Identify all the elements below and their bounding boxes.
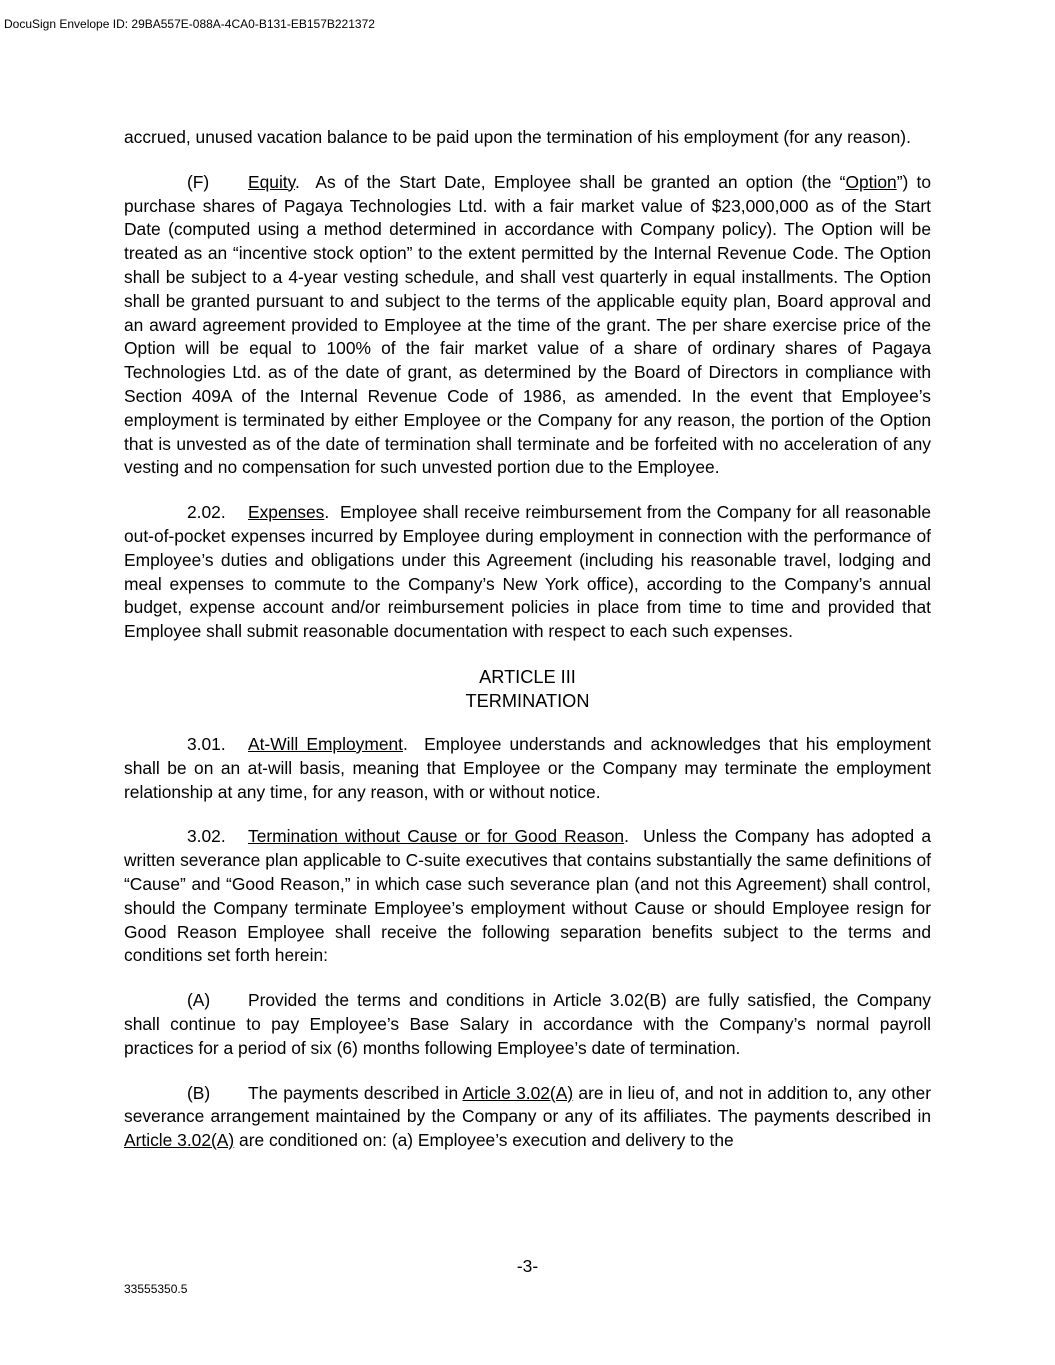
section-at-will: 3.01. At-Will Employment. Employee understands and acknowledges that his employment shall be on an at-will basis, meaning that Employee or the Company may terminate the employment relationship at any time, for any reason, with or without notice. <box>124 733 931 802</box>
equity-text: ”) to purchase shares of Pagaya Technologies Ltd. with a fair market value of $23,000,000 as of the Start Date (computed using a method determined in accordance with Company policy). The Option will be treated as an “incentive stock option” to the extent permitted by the Internal Revenue Code. The Option shall be subject to a 4-year vesting schedule, and shall vest quarterly in equal installments. The Option shall be granted pursuant to and subject to the terms of the applicable equity plan, Board approval and an award agreement provided to Employee at the time of the grant. The per share exercise price of the Option will be equal to 100% of the fair market value of a share of ordinary shares of Pagaya Technologies Ltd. as of the date of grant, as determined by the Board of Directors in compliance with Section 409A of the Internal Revenue Code of 1986, as amended. In the event that Employee’s employment is terminated by either Employee or the Company for any reason, the portion of the Option that is unvested as of the date of termination shall terminate and be forfeited with no acceleration of any vesting and no compensation for such unvested portion due to the Employee. <box>124 171 932 478</box>
article-reference-link: Article 3.02(A) <box>462 1082 574 1103</box>
section-number-2-02: 2.02. <box>187 502 226 523</box>
document-id: 33555350.5 <box>124 1282 188 1296</box>
section-title-termination: Termination without Cause or for Good Reason <box>248 826 625 847</box>
clause-label-a: (A) <box>187 990 211 1011</box>
article-title: TERMINATION <box>465 690 590 711</box>
section-number-3-01: 3.01. <box>187 733 226 754</box>
article-reference-link: Article 3.02(A) <box>124 1130 235 1151</box>
section-equity: (F) Equity. As of the Start Date, Employee shall be granted an option (the “Option”) to purchase shares of Pagaya Technologies Ltd. with a fair market value of $23,000,000 as of the Start Date (computed using a method determined in accordance with Company policy). The Option will be treated as an “incentive stock option” to the extent permitted by the Internal Revenue Code. The Option shall be subject to a 4-year vesting schedule, and shall vest quarterly in equal installments. The Option shall be granted pursuant to and subject to the terms of the applicable equity plan, Board approval and an award agreement provided to Employee at the time of the grant. The per share exercise price of the Option will be equal to 100% of the fair market value of a share of ordinary shares of Pagaya Technologies Ltd. as of the date of grant, as determined by the Board of Directors in compliance with Section 409A of the Internal Revenue Code of 1986, as amended. In the event that Employee’s employment is terminated by either Employee or the Company for any reason, the portion of the Option that is unvested as of the date of termination shall terminate and be forfeited with no acceleration of any vesting and no compensation for such unvested portion due to the Employee. <box>124 171 932 478</box>
section-title-equity: Equity <box>248 171 296 192</box>
section-title-at-will: At-Will Employment <box>248 733 403 754</box>
section-termination: 3.02. Termination without Cause or for Good Reason. Unless the Company has adopted a written severance plan applicable to C-suite executives that contains substantially the same definitions of “Cause” and “Good Reason,” in which case such severance plan (and not this Agreement) shall control, should the Company terminate Employee’s employment without Cause or should Employee resign for Good Reason Employee shall receive the following separation benefits subject to the terms and conditions set forth herein: <box>124 826 931 966</box>
continued-paragraph: accrued, unused vacation balance to be paid upon the termination of his employment (for any reason). <box>124 127 911 147</box>
clause-b-text-1: The payments described in <box>248 1082 463 1103</box>
section-expenses: 2.02. Expenses. Employee shall receive reimbursement from the Company for all reasonable out-of-pocket expenses incurred by Employee during employment in connection with the performance of Employee’s duties and obligations under this Agreement (including his reasonable travel, lodging and meal expenses to commute to the Company’s New York office), according to the Company’s annual budget, expense account and/or reimbursement policies in place from time to time and provided that Employee shall submit reasonable documentation with respect to each such expenses. <box>124 502 931 642</box>
page-number: -3- <box>516 1256 539 1276</box>
document-body <box>124 126 931 1174</box>
section-number-3-02: 3.02. <box>187 826 226 847</box>
clause-b-text-2: are in lieu of, and not in addition to, any other severance arrangement maintained by the Company or any of its affiliates. The payments described in <box>124 1082 931 1127</box>
clause-a <box>124 989 931 1060</box>
defined-term-option: Option <box>845 171 897 192</box>
clause-b <box>124 1082 931 1153</box>
equity-intro: As of the Start Date, Employee shall be granted an option (the “ <box>315 171 846 192</box>
termination-text: Unless the Company has adopted a written severance plan applicable to C-suite executives that contains substantially the same definitions of “Cause” and “Good Reason,” in which case such severance plan (and not this Agreement) shall control, should the Company terminate Employee’s employment without Cause or should Employee resign for Good Reason Employee shall receive the following separation benefits subject to the terms and conditions set forth herein: <box>124 826 931 966</box>
article-number: ARTICLE III <box>479 666 576 687</box>
section-title-expenses: Expenses <box>248 502 325 523</box>
docusign-envelope-id: DocuSign Envelope ID: 29BA557E-088A-4CA0-B131-EB157B221372 <box>4 17 375 31</box>
article-heading <box>124 665 931 713</box>
expenses-text: Employee shall receive reimbursement from the Company for all reasonable out-of-pocket expenses incurred by Employee during employment in connection with the performance of Employee’s duties and obligations under this Agreement (including his reasonable travel, lodging and meal expenses to commute to the Company’s New York office), according to the Company’s annual budget, expense account and/or reimbursement policies in place from time to time and provided that Employee shall submit reasonable documentation with respect to each such expenses. <box>124 502 931 642</box>
at-will-text: Employee understands and acknowledges that his employment shall be on an at-will basis, meaning that Employee or the Company may terminate the employment relationship at any time, for any reason, with or without notice. <box>124 733 931 802</box>
clause-a-text: Provided the terms and conditions in Article 3.02(B) are fully satisfied, the Company shall continue to pay Employee’s Base Salary in accordance with the Company’s normal payroll practices for a period of six (6) months following Employee’s date of termination. <box>124 990 931 1058</box>
clause-label-b: (B) <box>187 1082 211 1103</box>
clause-label-f: (F) <box>187 171 210 192</box>
clause-b-text-3: are conditioned on: (a) Employee’s execution and delivery to the <box>234 1130 734 1151</box>
